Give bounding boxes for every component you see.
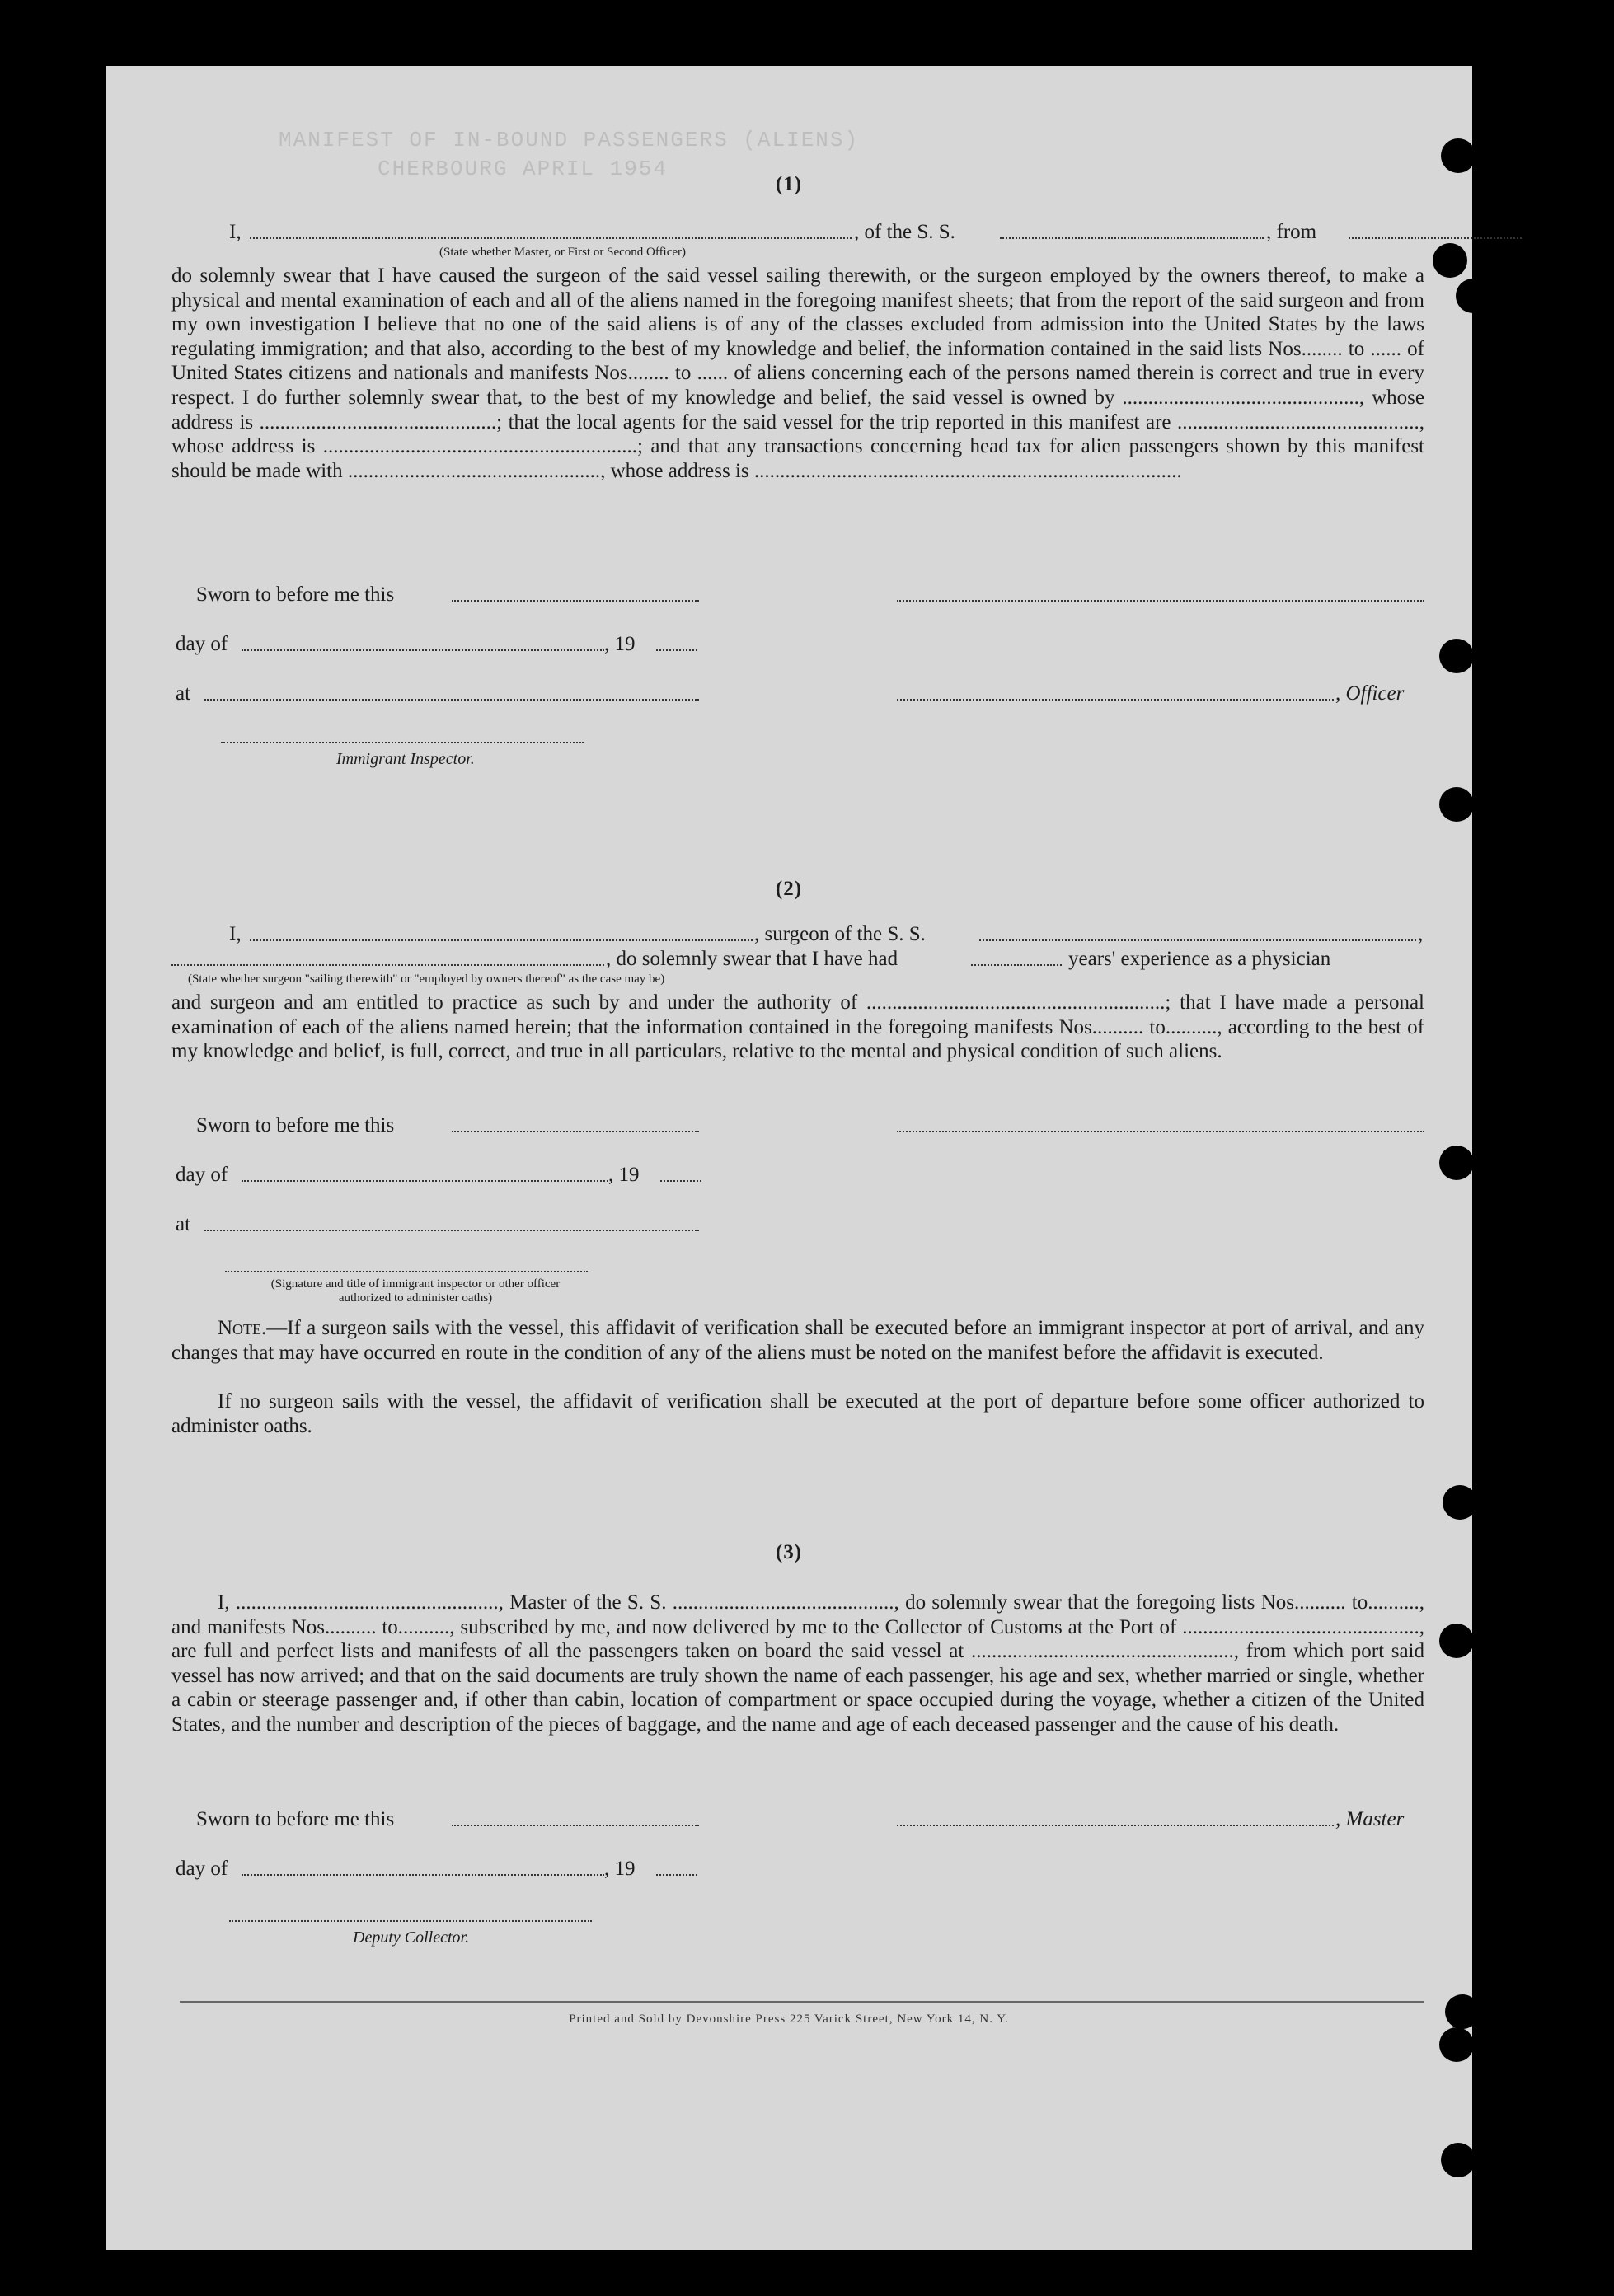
punch-hole bbox=[1441, 138, 1476, 173]
s3-year-field[interactable] bbox=[656, 1874, 697, 1876]
punch-hole bbox=[1443, 1485, 1477, 1520]
s2-surgeon-name-field[interactable] bbox=[250, 939, 753, 941]
s2-surgeon-ss-label: , surgeon of the S. S. bbox=[754, 923, 926, 945]
s2-at-field[interactable] bbox=[204, 1230, 699, 1231]
s2-oath-body: and surgeon and am entitled to practice as such by and under the authority of ..........................................................; that I have made a personal examination of each of the aliens named herein; that the information contained in the foregoing manifests Nos.......... to.........., according to the best of my knowledge and belief, is full, correct, and true in all particulars, relative to the mental and physical condition of such aliens. bbox=[171, 991, 1424, 1063]
punch-hole bbox=[1439, 1624, 1474, 1658]
s1-from-port-field[interactable] bbox=[1349, 237, 1522, 239]
note-paragraph-1 bbox=[171, 1316, 1424, 1365]
s1-inspector-label: Immigrant Inspector. bbox=[336, 750, 475, 768]
s2-inspector-signature-field[interactable] bbox=[225, 1271, 588, 1272]
s2-i-label: I, bbox=[229, 923, 242, 945]
s2-day-field[interactable] bbox=[242, 1180, 608, 1182]
punch-hole bbox=[1439, 639, 1474, 673]
s2-year-field[interactable] bbox=[660, 1180, 701, 1182]
s1-signature-field[interactable] bbox=[897, 600, 1424, 602]
s2-surgeon-caption: (State whether surgeon "sailing therewith" or "employed by owners thereof" as the case may be) bbox=[188, 972, 665, 986]
s3-day-field[interactable] bbox=[242, 1874, 604, 1876]
s2-signature-field[interactable] bbox=[897, 1131, 1424, 1132]
s2-day-of-label: day of bbox=[176, 1164, 228, 1186]
bleed-through-subtitle: CHERBOURG APRIL 1954 bbox=[378, 157, 669, 181]
section-1-heading: (1) bbox=[775, 173, 803, 195]
s1-year-field[interactable] bbox=[656, 649, 697, 651]
s1-i-label: I, bbox=[229, 221, 242, 243]
s3-sworn-label: Sworn to before me this bbox=[196, 1808, 395, 1830]
s3-year-label: , 19 bbox=[604, 1858, 636, 1880]
s2-comma: , bbox=[1418, 923, 1424, 945]
s1-at-label: at bbox=[176, 682, 191, 705]
s1-from-label: , from bbox=[1266, 221, 1317, 243]
s2-sworn-date-field[interactable] bbox=[452, 1131, 699, 1132]
s1-day-field[interactable] bbox=[242, 649, 604, 651]
s3-day-of-label: day of bbox=[176, 1858, 228, 1880]
punch-hole bbox=[1439, 2027, 1474, 2062]
s2-at-label: at bbox=[176, 1213, 191, 1235]
section-2-heading: (2) bbox=[775, 878, 803, 900]
s1-year-label: , 19 bbox=[604, 633, 636, 655]
s2-years-label: years' experience as a physician bbox=[1068, 948, 1331, 970]
punch-hole bbox=[1445, 1994, 1480, 2029]
section-3-heading: (3) bbox=[775, 1541, 803, 1563]
s1-of-ss-label: , of the S. S. bbox=[854, 221, 955, 243]
s1-inspector-signature-field[interactable] bbox=[221, 742, 584, 743]
s3-master-label: , Master bbox=[1335, 1808, 1405, 1830]
s2-years-field[interactable] bbox=[971, 964, 1062, 966]
punch-hole bbox=[1441, 2143, 1476, 2177]
s1-vessel-name-field[interactable] bbox=[1000, 237, 1264, 239]
punch-hole bbox=[1439, 1146, 1474, 1180]
s2-sworn-label: Sworn to before me this bbox=[196, 1114, 395, 1136]
punch-hole bbox=[1439, 787, 1474, 822]
s2-vessel-field[interactable] bbox=[979, 939, 1416, 941]
s2-surgeon-type-field[interactable] bbox=[171, 964, 604, 966]
note-text-1: —If a surgeon sails with the vessel, this affidavit of verification shall be executed before an immigrant inspector at port of arrival, and any changes that may have occurred en route in the condition of any of the aliens must be noted on the manifest before the affidavit is executed. bbox=[171, 1317, 1424, 1364]
s1-officer-caption: (State whether Master, or First or Second Officer) bbox=[439, 246, 687, 259]
s2-swear-label: , do solemnly swear that I have had bbox=[606, 948, 898, 970]
s3-master-signature-field[interactable] bbox=[897, 1825, 1334, 1826]
s1-oath-body: do solemnly swear that I have caused the surgeon of the said vessel sailing therewith, or the surgeon employed by the owners thereof, to make a physical and mental examination of each and all of the aliens named in the foregoing manifest sheets; that from the report of the said surgeon and from my own investigation I believe that no one of the said aliens is of any of the classes excluded from admission into the United States by the laws regulating immigration; and that also, according to the best of my knowledge and belief, the information contained in the said lists Nos........ to ...... of United States citizens and nationals and manifests Nos........ to ...... of aliens concerning each of the persons named therein is correct and true in every respect. I do further solemnly swear that, to the best of my knowledge and belief, the said vessel is owned by .............................................., whose address is ..............................................; that the local agents for the said vessel for the trip reported in this manifest are ..............................................., whose address is .............................................................; and that any transactions concerning head tax for alien passengers shown by this manifest should be made with ................................................., whose address is ................................................................................... bbox=[171, 265, 1424, 482]
punch-hole bbox=[1456, 279, 1490, 313]
s1-sworn-date-field[interactable] bbox=[452, 600, 699, 602]
manifest-back-page bbox=[106, 66, 1472, 2250]
s1-officer-name-field[interactable] bbox=[250, 237, 852, 239]
punch-hole bbox=[1433, 243, 1467, 278]
s2-year-label: , 19 bbox=[608, 1164, 640, 1186]
s1-sworn-label: Sworn to before me this bbox=[196, 583, 395, 606]
s2-inspector-caption: (Signature and title of immigrant inspector or other officer authorized to administer oaths) bbox=[270, 1277, 561, 1305]
s3-sworn-date-field[interactable] bbox=[452, 1825, 699, 1826]
printer-imprint: Printed and Sold by Devonshire Press 225 Varick Street, New York 14, N. Y. bbox=[569, 2013, 1009, 2026]
footer-rule bbox=[180, 2001, 1424, 2003]
s1-day-of-label: day of bbox=[176, 633, 228, 655]
s1-officer-field[interactable] bbox=[897, 699, 1334, 701]
s3-collector-signature-field[interactable] bbox=[229, 1920, 592, 1922]
note-label: Note. bbox=[218, 1317, 267, 1339]
note-paragraph-2: If no surgeon sails with the vessel, the affidavit of verification shall be executed at the port of departure before some officer authorized to administer oaths. bbox=[171, 1390, 1424, 1437]
s1-at-field[interactable] bbox=[204, 699, 699, 701]
s1-officer-label: , Officer bbox=[1335, 682, 1405, 705]
bleed-through-title: MANIFEST OF IN-BOUND PASSENGERS (ALIENS) bbox=[279, 128, 860, 152]
s3-collector-label: Deputy Collector. bbox=[353, 1928, 470, 1947]
s3-oath-body: I, ..................................................., Master of the S. S. ..........................................., do solemnly swear that the foregoing lists Nos.......... to.........., and manifests Nos.......... to.........., subscribed by me, and now delivered by me to the Collector of Customs at the Port of .............................................., are full and perfect lists and manifests of all the passengers taken on board the said vessel at ..................................................., from which port said vessel has now arrived; and that on the said documents are truly shown the name of each passenger, his age and sex, whether married or single, whether a cabin or steerage passenger and, if other than cabin, location of compartment or space occupied during the voyage, whether a citizen of the United States, and the number and description of the pieces of baggage, and the name and age of each deceased passenger and the cause of his death. bbox=[171, 1591, 1424, 1736]
